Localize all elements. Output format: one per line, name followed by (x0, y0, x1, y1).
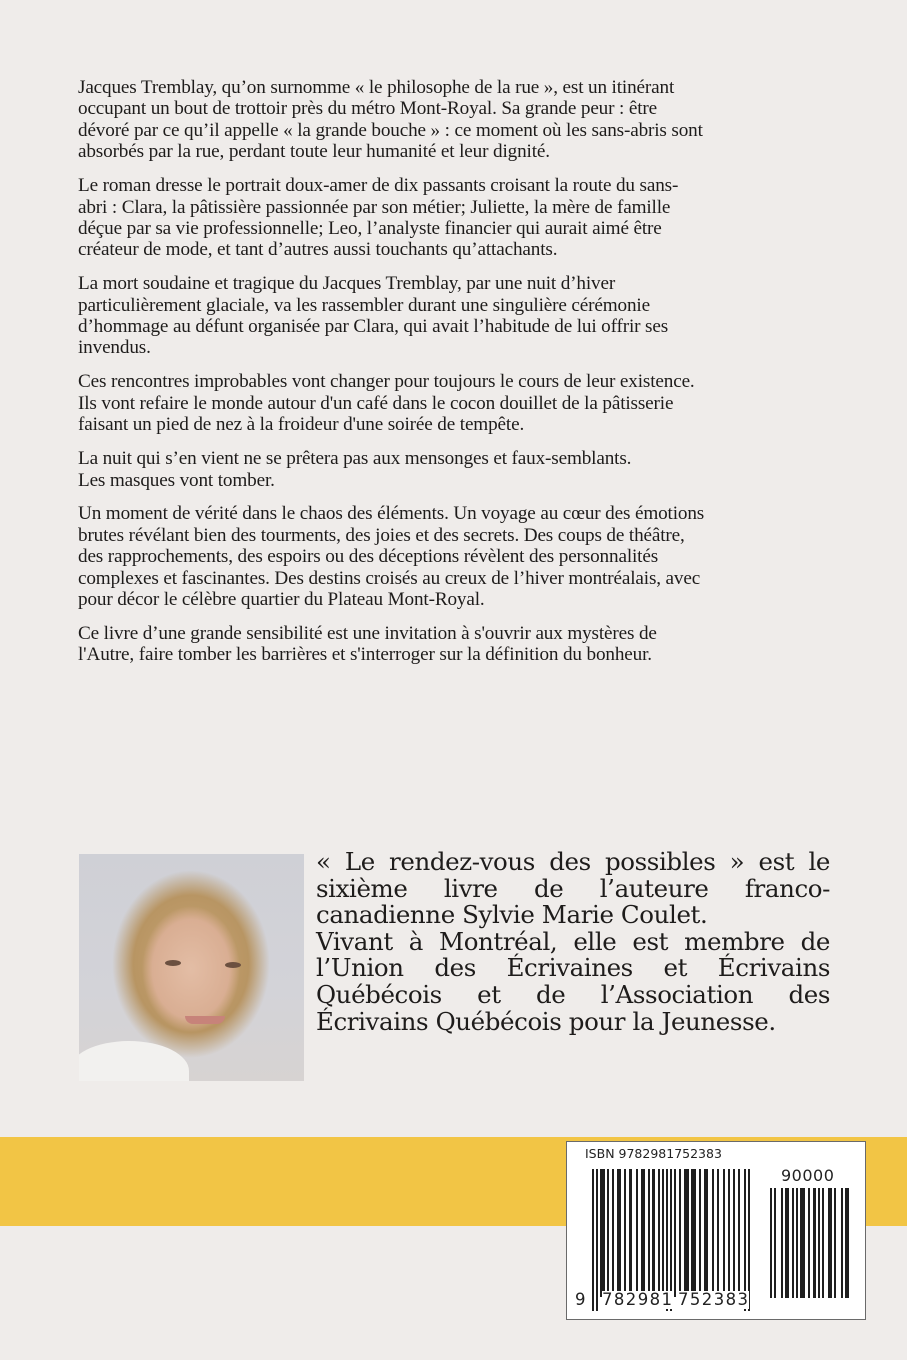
blurb-line: occupant un bout de trottoir près du métro Mont-Royal. Sa grande peur : être (78, 98, 657, 120)
blurb-paragraph-4 (78, 371, 820, 435)
blurb-line: particulièrement glaciale, va les rassembler durant une singulière cérémonie (78, 294, 650, 316)
photo-eye-detail (225, 962, 241, 968)
blurb-line: Ils vont refaire le monde autour d'un café dans le cocon douillet de la pâtisserie (78, 392, 674, 414)
barcode-left-group: 782981 (602, 1290, 674, 1309)
blurb-line: dévoré par ce qu’il appelle « la grande bouche » : ce moment où les sans-abris sont (78, 119, 703, 141)
blurb-line: brutes révélant bien des tourments, des joies et des secrets. Des coups de théâtre, (78, 524, 685, 546)
author-bio-line: Québécois et de l’Association des (316, 979, 830, 1009)
blurb-paragraph-7 (78, 623, 820, 666)
photo-mouth-detail (185, 1016, 225, 1024)
author-bio-line: canadienne Sylvie Marie Coulet. (316, 900, 708, 930)
back-cover-blurb (78, 77, 820, 678)
barcode-right-group: 752383 (678, 1290, 750, 1309)
blurb-paragraph-2 (78, 175, 820, 261)
isbn-barcode (566, 1141, 866, 1320)
blurb-line: Ce livre d’une grande sensibilité est une invitation à s'ouvrir aux mystères de (78, 622, 657, 644)
author-bio-line: l’Union des Écrivaines et Écrivains (316, 953, 830, 983)
barcode-lead-digit: 9 (575, 1290, 587, 1309)
isbn-label: ISBN 9782981752383 (585, 1146, 722, 1161)
blurb-line: Jacques Tremblay, qu’on surnomme « le philosophe de la rue », est un itinérant (78, 77, 675, 98)
blurb-line: La nuit qui s’en vient ne se prêtera pas aux mensonges et faux-semblants. (78, 448, 632, 470)
blurb-paragraph-6 (78, 503, 820, 610)
author-bio-line: sixième livre de l’auteure franco- (316, 873, 830, 903)
blurb-line: Le roman dresse le portrait doux-amer de dix passants croisant la route du sans- (78, 175, 679, 197)
blurb-paragraph-1 (78, 77, 820, 163)
author-bio-line: « Le rendez-vous des possibles » est le (316, 847, 830, 876)
author-bio (316, 849, 830, 1035)
blurb-line: invendus. (78, 337, 151, 359)
blurb-paragraph-5 (78, 448, 820, 491)
blurb-line: Les masques vont tomber. (78, 469, 275, 491)
blurb-line: créateur de mode, et tant d’autres aussi touchants qu’attachants. (78, 239, 558, 261)
blurb-line: La mort soudaine et tragique du Jacques Tremblay, par une nuit d’hiver (78, 273, 616, 295)
blurb-line: l'Autre, faire tomber les barrières et s'interroger sur la définition du bonheur. (78, 644, 652, 666)
blurb-line: des rapprochements, des espoirs ou des déceptions révèlent des personnalités (78, 546, 659, 568)
blurb-paragraph-3 (78, 273, 820, 359)
author-photo (79, 854, 304, 1081)
blurb-line: Ces rencontres improbables vont changer pour toujours le cours de leur existence. (78, 371, 695, 393)
barcode-addon-digits: 90000 (781, 1166, 835, 1185)
author-bio-line: Écrivains Québécois pour la Jeunesse. (316, 1006, 776, 1036)
photo-eye-detail (165, 960, 181, 966)
blurb-line: d’hommage au défunt organisée par Clara, qui avait l’habitude de lui offrir ses (78, 316, 669, 338)
photo-shirt-detail (79, 1041, 189, 1081)
blurb-line: déçue par sa vie professionnelle; Leo, l’analyste financier qui aurait aimé être (78, 217, 662, 239)
blurb-line: abri : Clara, la pâtissière passionnée par son métier; Juliette, la mère de famille (78, 196, 671, 218)
blurb-line: complexes et fascinantes. Des destins croisés au creux de l’hiver montréalais, avec (78, 567, 701, 589)
blurb-line: Un moment de vérité dans le chaos des éléments. Un voyage au cœur des émotions (78, 503, 705, 525)
blurb-line: absorbés par la rue, perdant toute leur humanité et leur dignité. (78, 141, 550, 163)
blurb-line: faisant un pied de nez à la froideur d'une soirée de tempête. (78, 414, 525, 436)
barcode-addon-bars-icon (770, 1188, 850, 1298)
blurb-line: pour décor le célèbre quartier du Plateau Mont-Royal. (78, 589, 485, 611)
author-bio-line: Vivant à Montréal, elle est membre de (316, 926, 830, 956)
